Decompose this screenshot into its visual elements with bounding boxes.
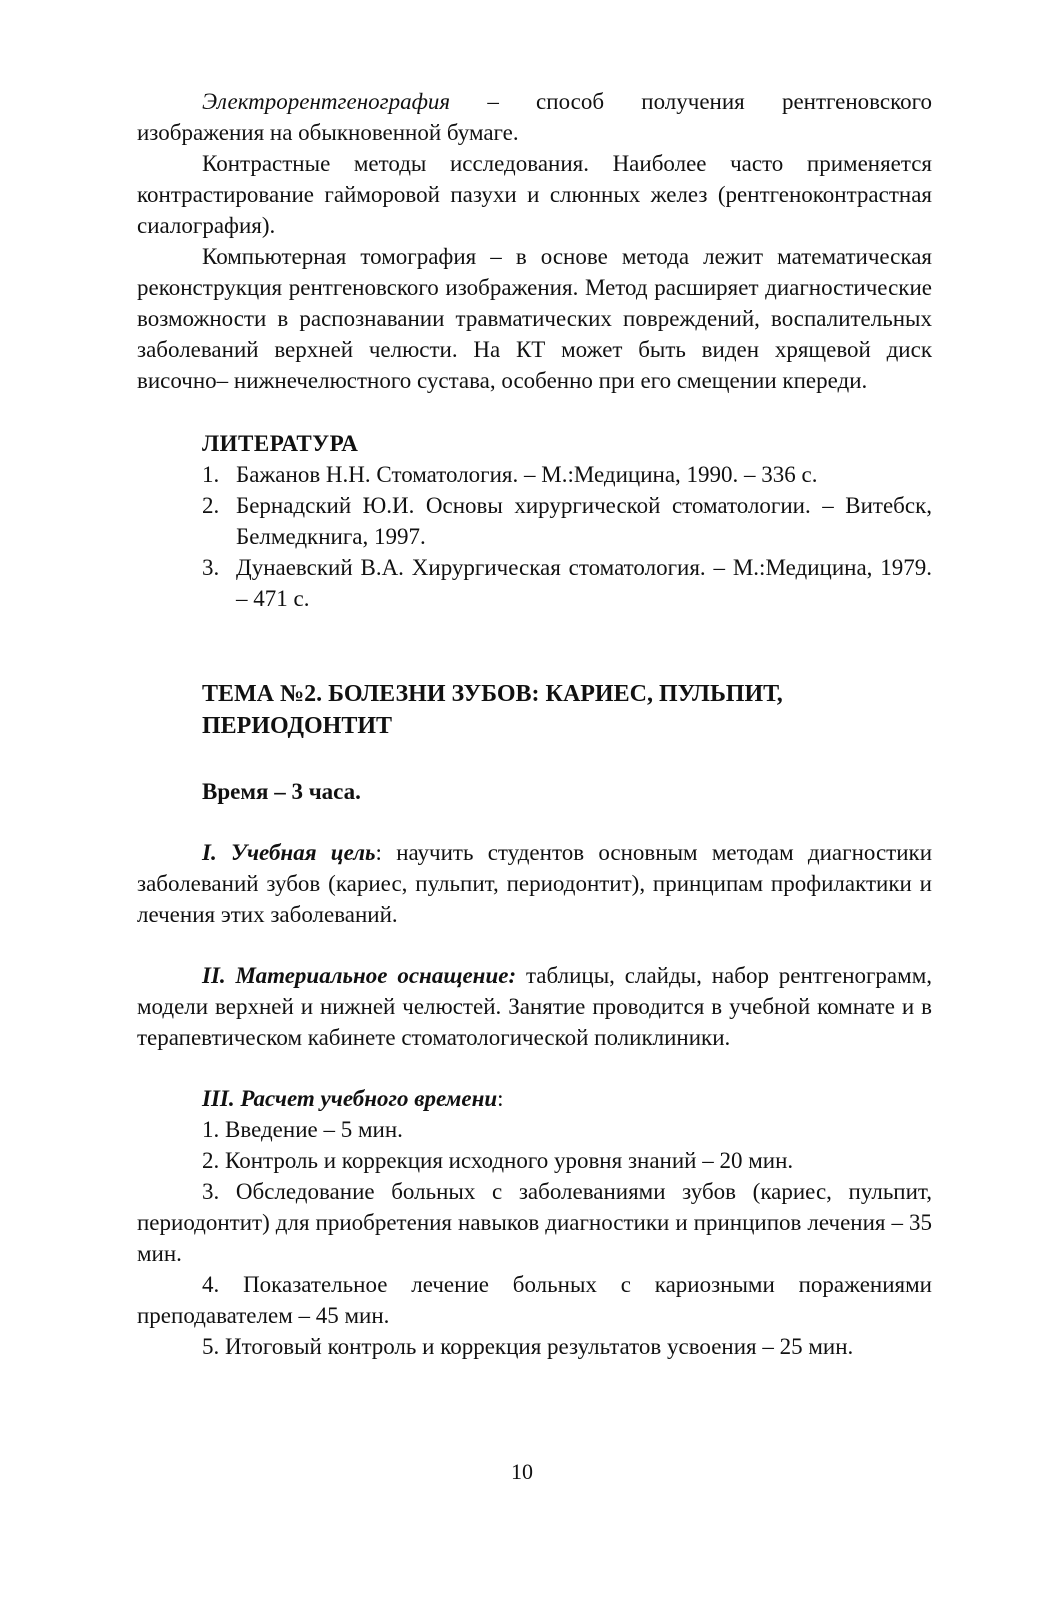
paragraph-time-schedule-heading <box>137 1083 932 1114</box>
literature-item-number: 3. <box>202 555 220 580</box>
literature-heading: ЛИТЕРАТУРА <box>202 431 359 456</box>
time-schedule-label: III. Расчет учебного времени <box>202 1086 498 1111</box>
time-schedule-colon: : <box>497 1086 504 1111</box>
literature-item-text: Дунаевский В.А. Хирургическая стоматология. – М.:Медицина, 1979. – 471 с. <box>236 555 932 611</box>
literature-item <box>202 552 932 614</box>
literature-item-number: 1. <box>202 462 220 487</box>
page-number: 10 <box>511 1459 533 1484</box>
literature-item-text: Бернадский Ю.И. Основы хирургической стоматологии. – Витебск, Белмедкнига, 1997. <box>236 493 932 549</box>
literature-item <box>202 459 932 490</box>
literature-item-number: 2. <box>202 493 220 518</box>
page-content <box>137 86 932 1362</box>
literature-item-text: Бажанов Н.Н. Стоматология. – М.:Медицина, 1990. – 336 с. <box>236 462 818 487</box>
learning-goal-text: : научить студентов основным методам диагностики заболеваний зубов (кариес, пульпит, периодонтит), принципам профилактики и лечения этих заболеваний. <box>137 840 932 927</box>
paragraph-contrast-methods: Контрастные методы исследования. Наиболее часто применяется контрастирование гайморовой пазухи и слюнных желез (рентгеноконтрастная сиалография). <box>137 151 932 238</box>
topic-title: ТЕМА №2. БОЛЕЗНИ ЗУБОВ: КАРИЕС, ПУЛЬПИТ, ПЕРИОДОНТИТ <box>202 681 783 739</box>
equipment-text: таблицы, слайды, набор рентгенограмм, модели верхней и нижней челюстей. Занятие проводится в учебной комнате и в терапевтическом кабинете стоматологической поликлиники. <box>137 963 933 1050</box>
paragraph-electroradiography <box>137 86 932 148</box>
paragraph-learning-goal <box>137 837 932 930</box>
schedule-item: 4. Показательное лечение больных с кариозными поражениями преподавателем – 45 мин. <box>137 1272 932 1328</box>
equipment-label: II. Материальное оснащение: <box>202 963 517 988</box>
literature-list <box>137 459 932 614</box>
schedule-item: 3. Обследование больных с заболеваниями зубов (кариес, пульпит, периодонтит) для приобретения навыков диагностики и принципов лечения – 35 мин. <box>137 1179 932 1266</box>
paragraph-equipment <box>137 960 932 1053</box>
schedule-item: 2. Контроль и коррекция исходного уровня знаний – 20 мин. <box>202 1148 794 1173</box>
schedule-item: 5. Итоговый контроль и коррекция результатов усвоения – 25 мин. <box>202 1334 854 1359</box>
learning-goal-label: I. Учебная цель <box>202 840 376 865</box>
paragraph-computed-tomography: Компьютерная томография – в основе метода лежит математическая реконструкция рентгеновского изображения. Метод расширяет диагностические возможности в распознавании травматических повреждений, воспалительных заболеваний верхней челюсти. На КТ может быть виден хрящевой диск височно– нижнечелюстного сустава, особенно при его смещении кпереди. <box>137 244 932 393</box>
term-electroradiography: Электрорентгенография <box>202 89 451 114</box>
schedule-item: 1. Введение – 5 мин. <box>202 1117 403 1142</box>
literature-item <box>202 490 932 552</box>
topic-time: Время – 3 часа. <box>202 779 361 804</box>
definition-electroradiography: – способ получения рентгеновского изображения на обыкновенной бумаге. <box>137 89 932 145</box>
